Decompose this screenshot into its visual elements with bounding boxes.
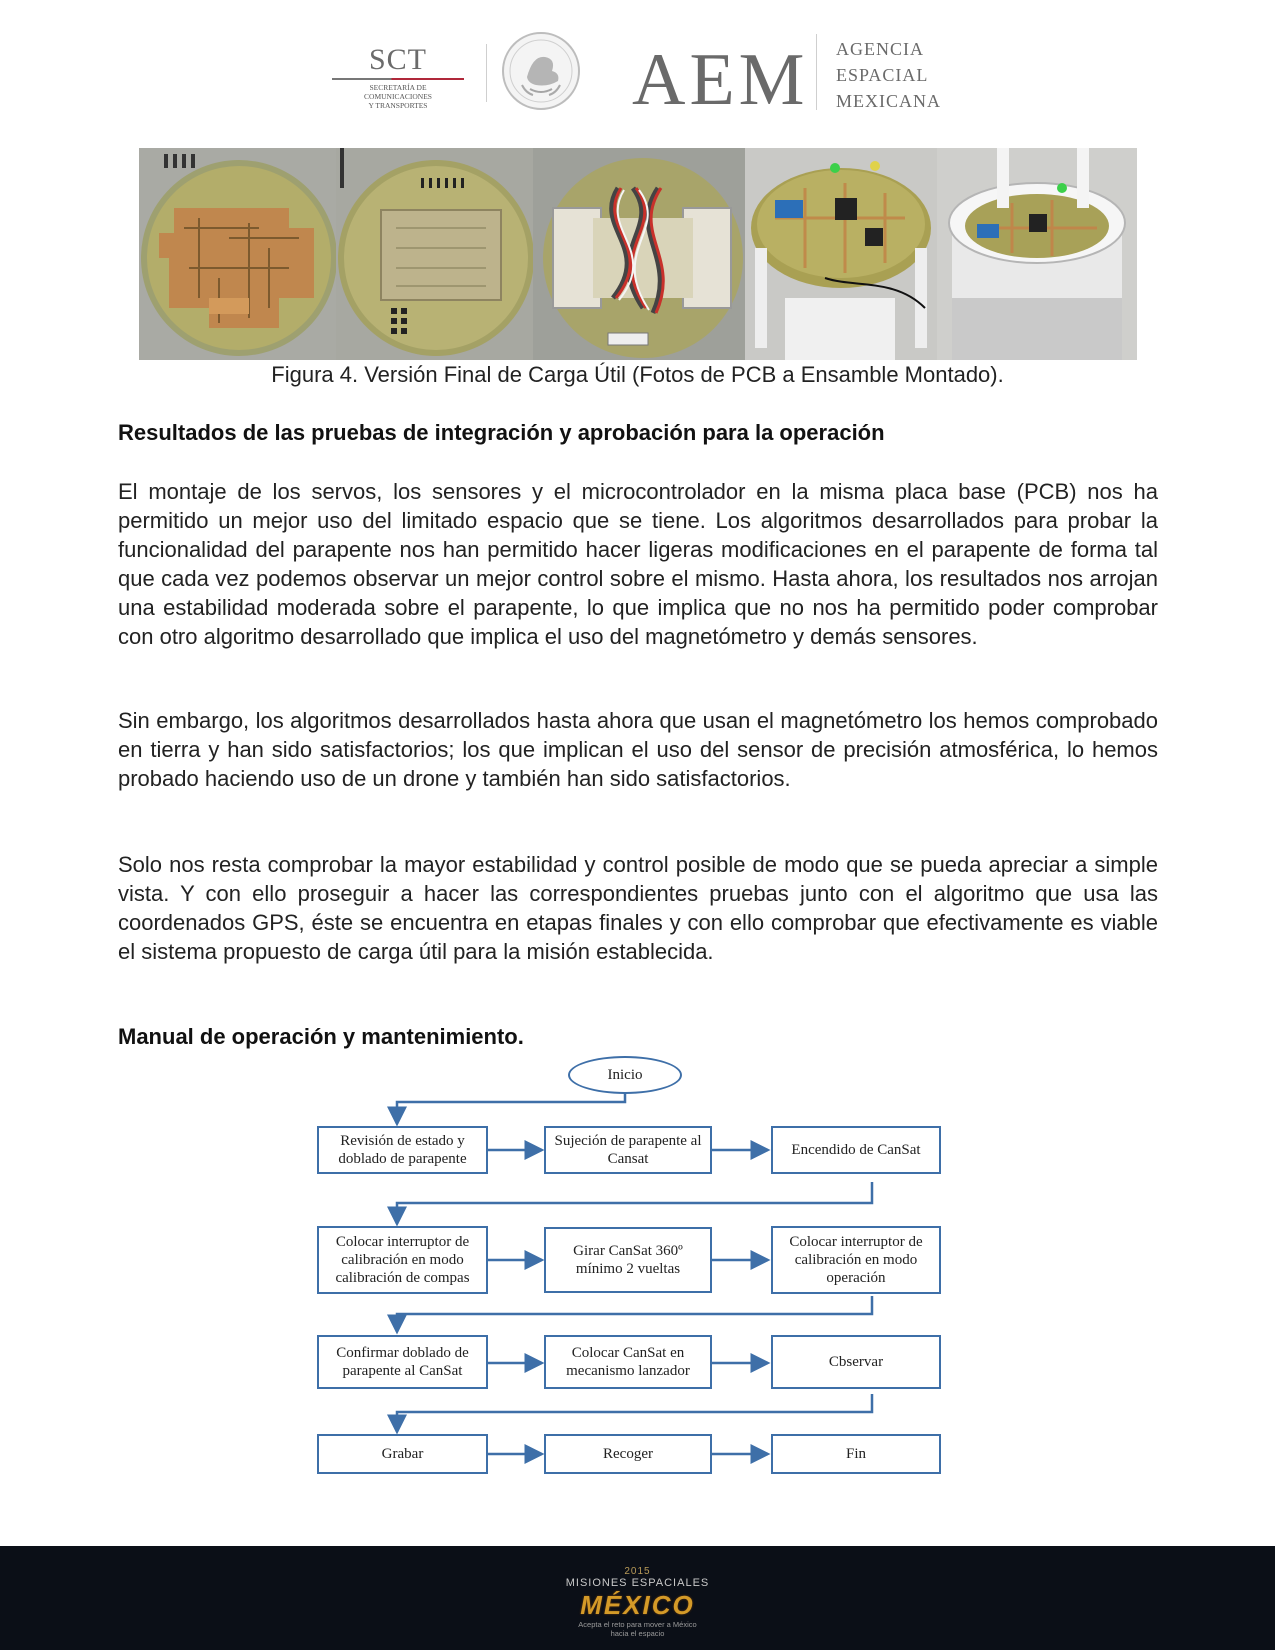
flowchart-step-3-3: Cbservar xyxy=(771,1335,941,1389)
pcb-bottom-photo-icon xyxy=(139,148,336,360)
aem-logo-name-line-1: AGENCIA xyxy=(836,39,924,59)
flowchart-step-1-3: Encendido de CanSat xyxy=(771,1126,941,1174)
aem-logo-divider xyxy=(816,34,817,110)
footer-logo-year: 2015 xyxy=(624,1566,651,1577)
assembled-board-photo-icon xyxy=(745,148,937,360)
flowchart-step-3-2: Colocar CanSat en mecanismo lanzador xyxy=(544,1335,712,1389)
document-header xyxy=(0,0,1275,140)
flowchart-step-1-1: Revisión de estado y doblado de parapente xyxy=(317,1126,488,1174)
sct-logo xyxy=(332,44,464,110)
footer-logo-line1: MISIONES ESPACIALES xyxy=(565,1577,710,1589)
sct-logo-subtitle-2: COMUNICACIONES xyxy=(364,92,432,101)
section-heading-results: Resultados de las pruebas de integración y aprobación para la operación xyxy=(118,420,885,445)
aem-logo-name xyxy=(836,36,941,114)
figure-caption: Figura 4. Versión Final de Carga Útil (Fotos de PCB a Ensamble Montado). xyxy=(271,362,1004,387)
flowchart-step-2-1: Colocar interruptor de calibración en modo calibración de compas xyxy=(317,1226,488,1294)
sct-logo-rule xyxy=(332,78,464,80)
flowchart-start: Inicio xyxy=(568,1056,682,1094)
paragraph-2: Sin embargo, los algoritmos desarrollados hasta ahora que usan el magnetómetro los hemos comprobado en tierra y han sido satisfactorios; los que implican el uso del sensor de precisión atmosférica, lo hemos probado haciendo uso de un drone y también han sido satisfactorios. xyxy=(118,708,1158,791)
flowchart-step-2-2: Girar CanSat 360º mínimo 2 vueltas xyxy=(544,1227,712,1293)
aem-logo-acronym: AEM xyxy=(632,39,809,121)
footer-logo-tagline-2: hacia el espacio xyxy=(610,1629,665,1638)
footer-logo-tagline-1: Acepta el reto para mover a México xyxy=(578,1620,697,1629)
flowchart-step-3-1: Confirmar doblado de parapente al CanSat xyxy=(317,1335,488,1389)
sct-logo-subtitle-1: SECRETARÍA DE xyxy=(369,83,427,92)
pcb-top-photo-icon xyxy=(336,148,533,360)
misiones-espaciales-logo xyxy=(555,1566,720,1638)
paragraph-3: Solo nos resta comprobar la mayor estabilidad y control posible de modo que se pueda apreciar a simple vista. Y con ello proseguir a hacer las correspondientes pruebas junto con el algoritmo que usa las coordenados GPS, éste se encuentra en etapas finales y con ello comprobar que efectivamente es viable el sistema propuesto de carga útil para la misión establecida. xyxy=(118,852,1158,964)
mounted-canister-photo-icon xyxy=(937,148,1137,360)
header-divider xyxy=(486,44,487,102)
flowchart-step-4-1: Grabar xyxy=(317,1434,488,1474)
aem-logo-name-line-3: MEXICANA xyxy=(836,91,941,111)
operation-flowchart xyxy=(300,1052,950,1492)
paragraph-1: El montaje de los servos, los sensores y el microcontrolador en la misma placa base (PCB) nos ha permitido un mejor uso del limitado espacio que se tiene. Los algoritmos desarrollados para probar la funcionalidad del parapente nos han permitido hacer ligeras modificaciones en el parapente de forma tal que cada vez podemos observar un mejor control sobre el mismo. Hasta ahora, los resultados nos arrojan una estabilidad moderada sobre el parapente, lo que implica que no nos ha permitido poder comprobar con otro algoritmo desarrollado que implica el uso del magnetómetro y demás sensores. xyxy=(118,479,1158,649)
mexican-coat-of-arms-seal-icon xyxy=(500,31,582,111)
sct-logo-title: SCT xyxy=(368,43,428,76)
aem-logo-name-line-2: ESPACIAL xyxy=(836,65,929,85)
flowchart-step-1-2: Sujeción de parapente al Cansat xyxy=(544,1126,712,1174)
flowchart-step-4-2: Recoger xyxy=(544,1434,712,1474)
servo-cables-photo-icon xyxy=(533,148,745,360)
page-footer xyxy=(0,1546,1275,1650)
flowchart-step-2-3: Colocar interruptor de calibración en modo operación xyxy=(771,1226,941,1294)
footer-logo-line2: MÉXICO xyxy=(580,1590,695,1620)
flowchart-step-4-3: Fin xyxy=(771,1434,941,1474)
section-heading-manual: Manual de operación y mantenimiento. xyxy=(118,1024,524,1049)
sct-logo-subtitle-3: Y TRANSPORTES xyxy=(368,101,428,110)
figure-photo-strip xyxy=(139,148,1137,360)
